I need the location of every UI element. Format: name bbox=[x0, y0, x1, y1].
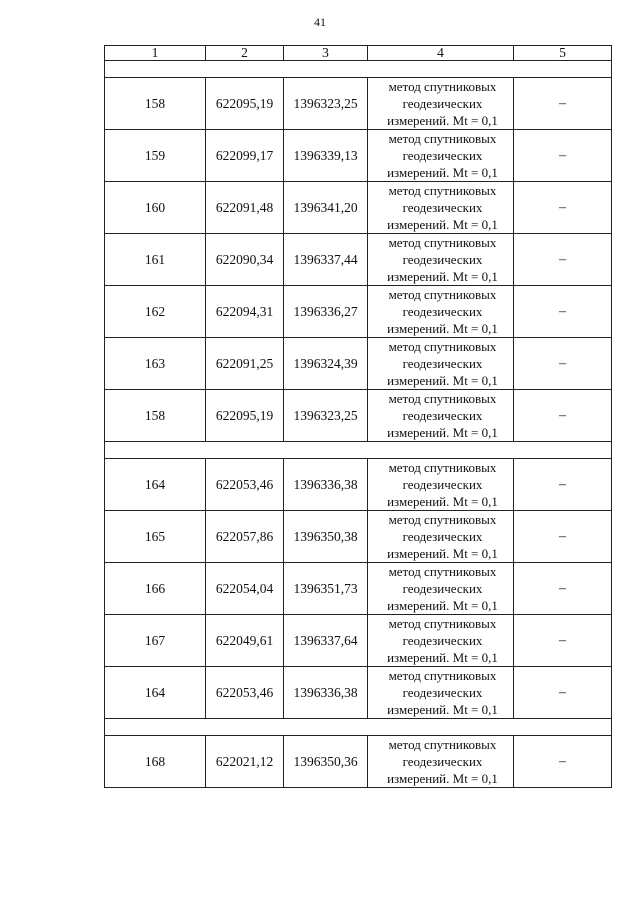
method-description-cell: метод спутниковых геодезических измерений. Mt = 0,1 bbox=[368, 667, 514, 719]
y-coordinate-cell: 1396324,39 bbox=[284, 338, 368, 390]
y-coordinate-cell: 1396336,38 bbox=[284, 459, 368, 511]
point-number-cell: 164 bbox=[105, 459, 206, 511]
point-number-cell: 161 bbox=[105, 234, 206, 286]
y-coordinate-cell: 1396336,27 bbox=[284, 286, 368, 338]
y-coordinate-cell: 1396337,44 bbox=[284, 234, 368, 286]
method-description-cell: метод спутниковых геодезических измерений. Mt = 0,1 bbox=[368, 130, 514, 182]
page-number: 41 bbox=[314, 15, 326, 29]
x-coordinate-cell: 622049,61 bbox=[206, 615, 284, 667]
dash-cell: – bbox=[514, 563, 612, 615]
table-row bbox=[105, 234, 612, 286]
dash-cell: – bbox=[514, 130, 612, 182]
point-number-cell: 164 bbox=[105, 667, 206, 719]
x-coordinate-cell: 622091,48 bbox=[206, 182, 284, 234]
x-coordinate-cell: 622021,12 bbox=[206, 736, 284, 788]
table-row bbox=[105, 338, 612, 390]
dash-cell: – bbox=[514, 667, 612, 719]
separator-cell bbox=[105, 442, 612, 459]
y-coordinate-cell: 1396336,38 bbox=[284, 667, 368, 719]
x-coordinate-cell: 622094,31 bbox=[206, 286, 284, 338]
x-coordinate-cell: 622053,46 bbox=[206, 667, 284, 719]
x-coordinate-cell: 622090,34 bbox=[206, 234, 284, 286]
separator-row bbox=[105, 61, 612, 78]
header-cell: 4 bbox=[368, 46, 514, 61]
point-number-cell: 160 bbox=[105, 182, 206, 234]
table-row bbox=[105, 286, 612, 338]
dash-cell: – bbox=[514, 78, 612, 130]
y-coordinate-cell: 1396350,38 bbox=[284, 511, 368, 563]
y-coordinate-cell: 1396337,64 bbox=[284, 615, 368, 667]
header-cell: 1 bbox=[105, 46, 206, 61]
method-description-cell: метод спутниковых геодезических измерений. Mt = 0,1 bbox=[368, 459, 514, 511]
dash-cell: – bbox=[514, 511, 612, 563]
y-coordinate-cell: 1396339,13 bbox=[284, 130, 368, 182]
method-description-cell: метод спутниковых геодезических измерений. Mt = 0,1 bbox=[368, 78, 514, 130]
y-coordinate-cell: 1396341,20 bbox=[284, 182, 368, 234]
dash-cell: – bbox=[514, 615, 612, 667]
header-row bbox=[105, 46, 612, 61]
point-number-cell: 168 bbox=[105, 736, 206, 788]
dash-cell: – bbox=[514, 286, 612, 338]
table-row bbox=[105, 130, 612, 182]
x-coordinate-cell: 622099,17 bbox=[206, 130, 284, 182]
point-number-cell: 162 bbox=[105, 286, 206, 338]
x-coordinate-cell: 622053,46 bbox=[206, 459, 284, 511]
method-description-cell: метод спутниковых геодезических измерений. Mt = 0,1 bbox=[368, 338, 514, 390]
dash-cell: – bbox=[514, 390, 612, 442]
point-number-cell: 158 bbox=[105, 390, 206, 442]
point-number-cell: 159 bbox=[105, 130, 206, 182]
point-number-cell: 167 bbox=[105, 615, 206, 667]
x-coordinate-cell: 622095,19 bbox=[206, 78, 284, 130]
table-row bbox=[105, 459, 612, 511]
separator-row bbox=[105, 442, 612, 459]
y-coordinate-cell: 1396323,25 bbox=[284, 390, 368, 442]
dash-cell: – bbox=[514, 182, 612, 234]
method-description-cell: метод спутниковых геодезических измерений. Mt = 0,1 bbox=[368, 615, 514, 667]
header-cell: 5 bbox=[514, 46, 612, 61]
point-number-cell: 158 bbox=[105, 78, 206, 130]
method-description-cell: метод спутниковых геодезических измерений. Mt = 0,1 bbox=[368, 736, 514, 788]
method-description-cell: метод спутниковых геодезических измерений. Mt = 0,1 bbox=[368, 390, 514, 442]
method-description-cell: метод спутниковых геодезических измерений. Mt = 0,1 bbox=[368, 511, 514, 563]
x-coordinate-cell: 622095,19 bbox=[206, 390, 284, 442]
separator-cell bbox=[105, 61, 612, 78]
table-row bbox=[105, 78, 612, 130]
table-row bbox=[105, 511, 612, 563]
table-row bbox=[105, 667, 612, 719]
table-row bbox=[105, 736, 612, 788]
method-description-cell: метод спутниковых геодезических измерений. Mt = 0,1 bbox=[368, 234, 514, 286]
table-row bbox=[105, 615, 612, 667]
y-coordinate-cell: 1396323,25 bbox=[284, 78, 368, 130]
point-number-cell: 166 bbox=[105, 563, 206, 615]
dash-cell: – bbox=[514, 736, 612, 788]
separator-cell bbox=[105, 719, 612, 736]
x-coordinate-cell: 622054,04 bbox=[206, 563, 284, 615]
dash-cell: – bbox=[514, 234, 612, 286]
dash-cell: – bbox=[514, 338, 612, 390]
y-coordinate-cell: 1396350,36 bbox=[284, 736, 368, 788]
header-cell: 2 bbox=[206, 46, 284, 61]
point-number-cell: 163 bbox=[105, 338, 206, 390]
coordinates-table bbox=[104, 45, 612, 788]
table-row bbox=[105, 563, 612, 615]
y-coordinate-cell: 1396351,73 bbox=[284, 563, 368, 615]
table-row bbox=[105, 390, 612, 442]
method-description-cell: метод спутниковых геодезических измерений. Mt = 0,1 bbox=[368, 563, 514, 615]
separator-row bbox=[105, 719, 612, 736]
method-description-cell: метод спутниковых геодезических измерений. Mt = 0,1 bbox=[368, 182, 514, 234]
method-description-cell: метод спутниковых геодезических измерений. Mt = 0,1 bbox=[368, 286, 514, 338]
header-cell: 3 bbox=[284, 46, 368, 61]
dash-cell: – bbox=[514, 459, 612, 511]
table-row bbox=[105, 182, 612, 234]
point-number-cell: 165 bbox=[105, 511, 206, 563]
x-coordinate-cell: 622057,86 bbox=[206, 511, 284, 563]
x-coordinate-cell: 622091,25 bbox=[206, 338, 284, 390]
